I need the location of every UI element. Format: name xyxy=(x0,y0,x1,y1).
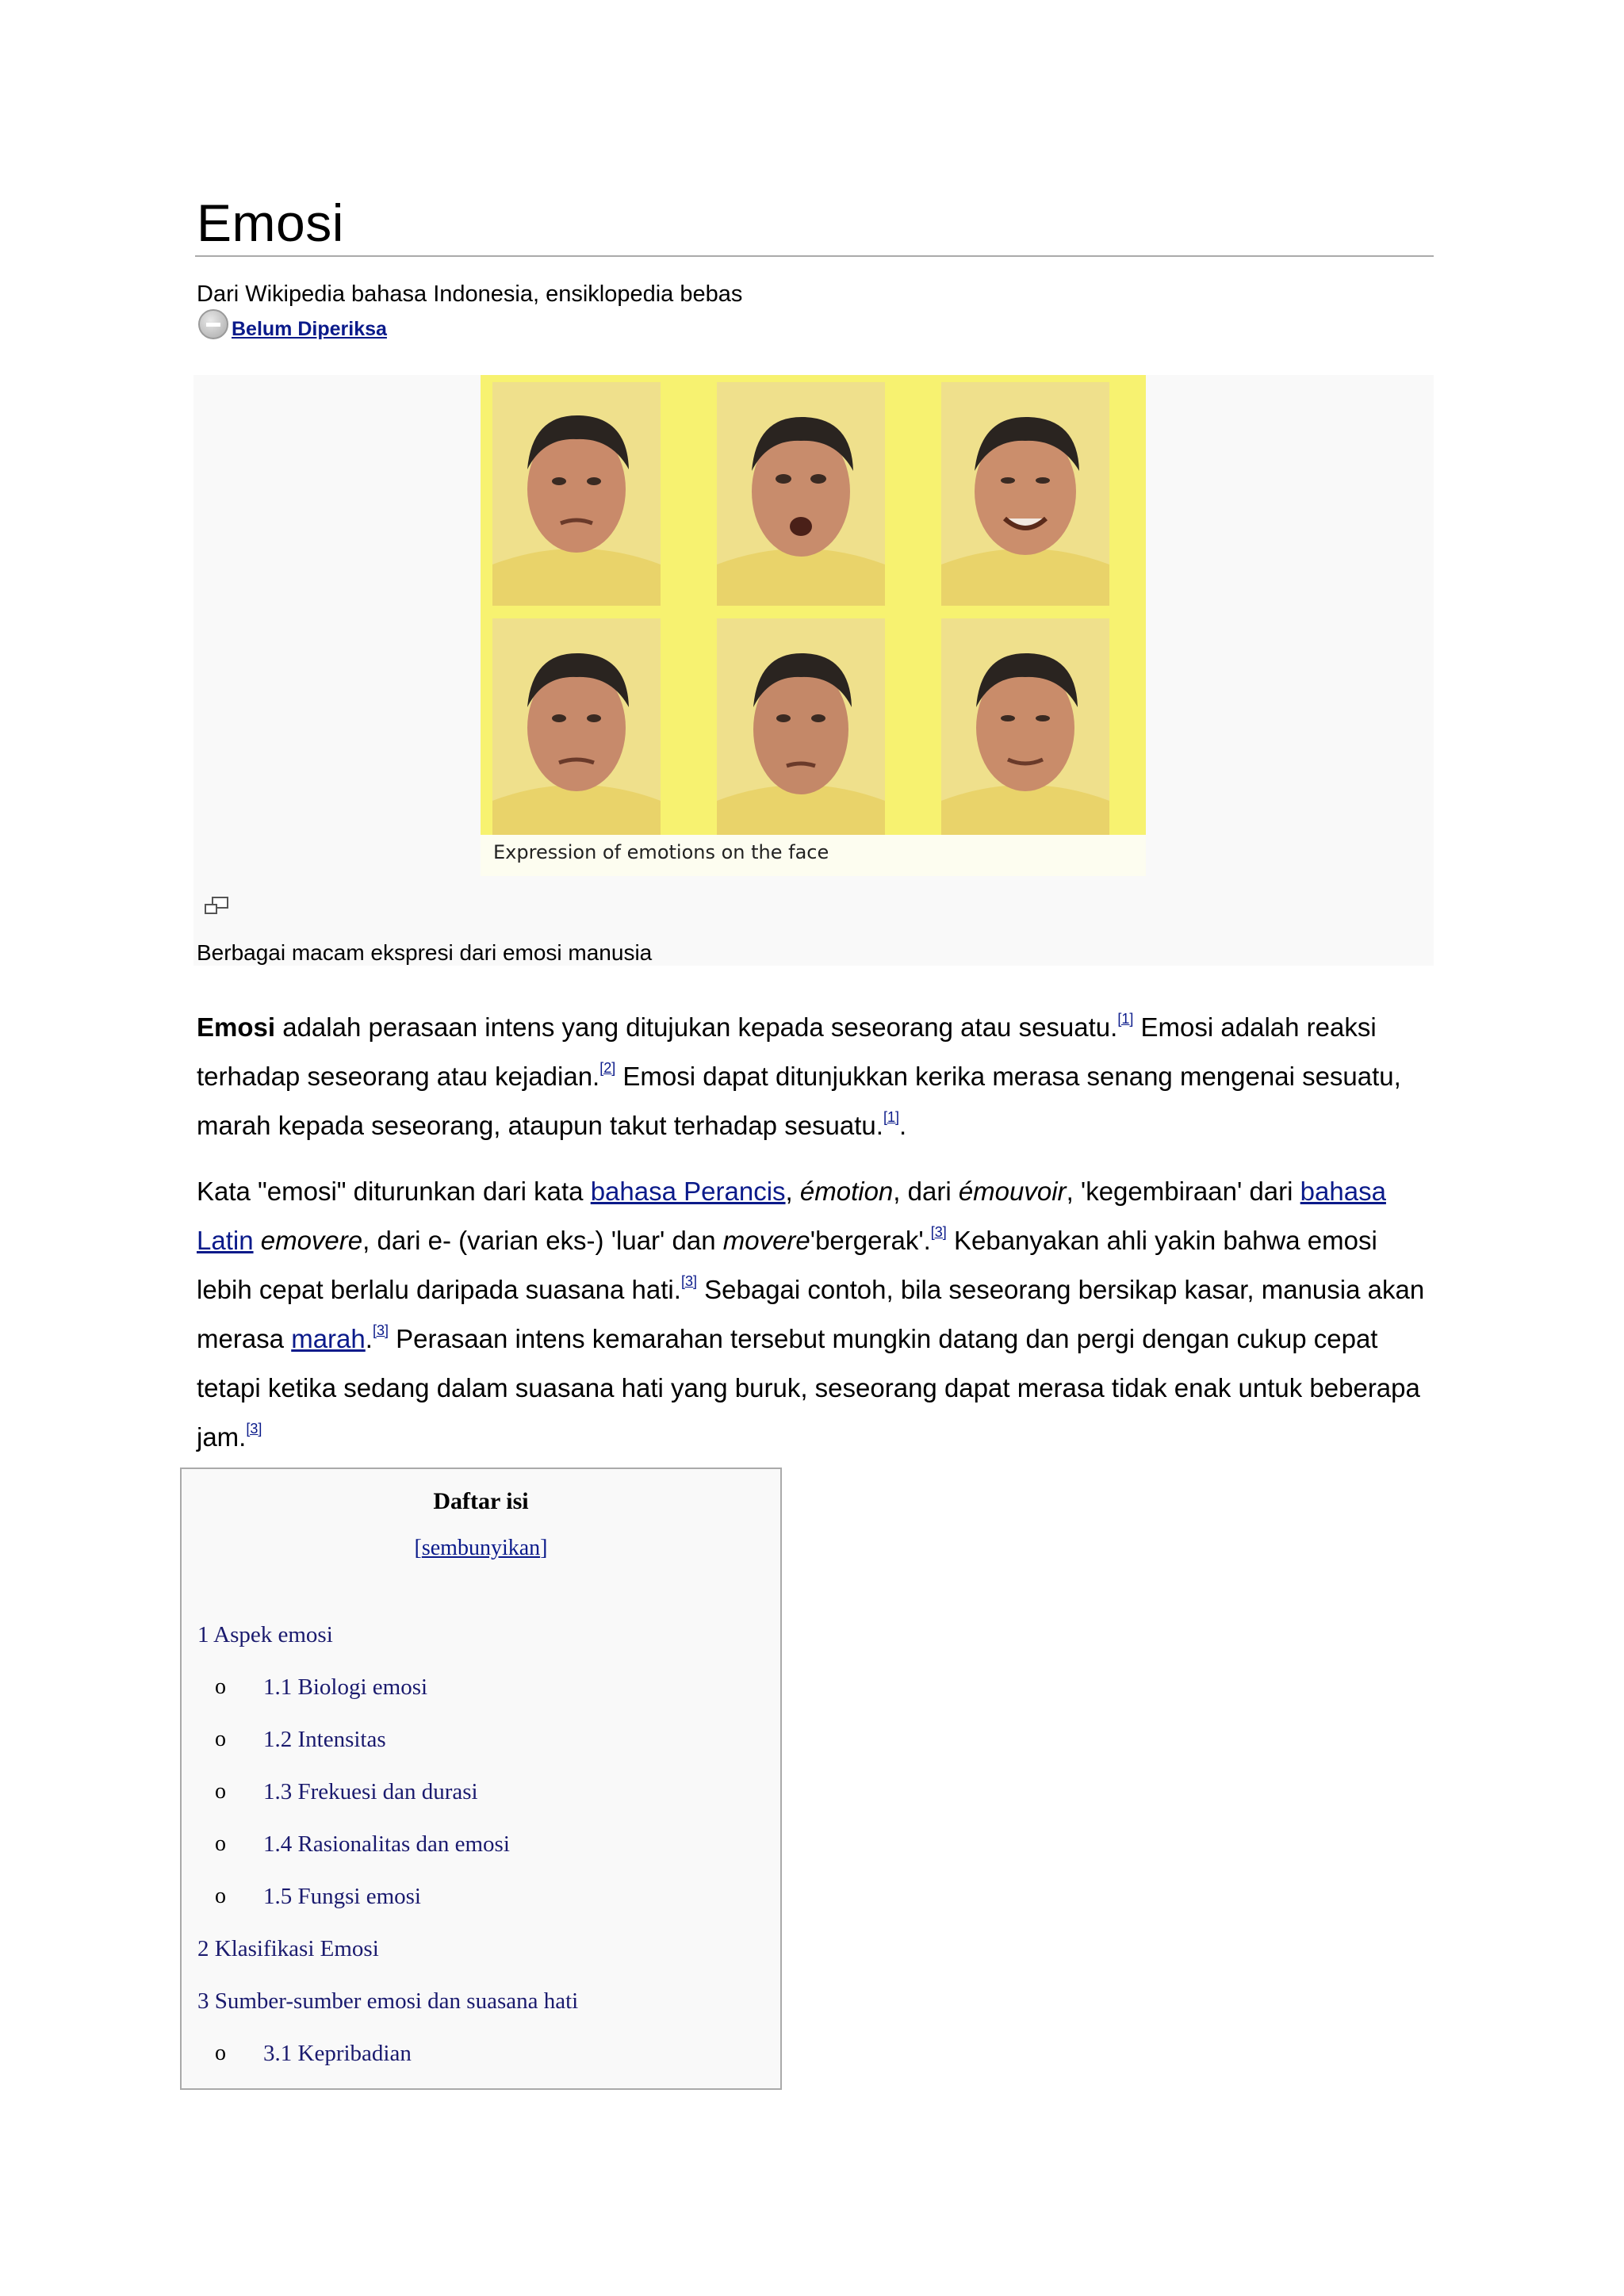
magnify-clip-icon[interactable] xyxy=(203,896,230,918)
face-photo xyxy=(941,382,1109,606)
review-status xyxy=(198,309,387,339)
link-marah[interactable]: marah xyxy=(291,1324,366,1353)
reference-link[interactable]: [3] xyxy=(930,1224,947,1240)
toc-item[interactable]: 3.1 Kepribadian xyxy=(263,2041,412,2066)
toc-bullet: o xyxy=(215,1884,226,1908)
toc-bullet: o xyxy=(215,1674,226,1699)
paragraph-text: Sebagai contoh, bila seseorang bersikap kasar, manusia akan merasa xyxy=(197,1275,1425,1353)
italic-term: émouvoir xyxy=(958,1177,1067,1206)
paragraph-text: . xyxy=(365,1324,373,1353)
page-title: Emosi xyxy=(197,193,344,252)
paragraph-text: , dari xyxy=(893,1177,959,1206)
face-photo xyxy=(941,618,1109,842)
toc-bullet: o xyxy=(215,1831,226,1856)
toc-toggle xyxy=(182,1536,780,1561)
paragraph-text: . xyxy=(898,1111,907,1140)
toc-bullet: o xyxy=(215,1779,226,1804)
toc-item[interactable]: 1.2 Intensitas xyxy=(263,1727,386,1752)
toc-item[interactable]: 1.4 Rasionalitas dan emosi xyxy=(263,1831,510,1857)
italic-term: movere xyxy=(722,1226,810,1255)
photo-caption: Expression of emotions on the face xyxy=(493,841,829,863)
link-bahasa-perancis[interactable]: bahasa Perancis xyxy=(590,1177,786,1206)
paragraph-text: Emosi adalah reaksi terhadap seseorang atau kejadian. xyxy=(197,1012,1377,1091)
face-photo xyxy=(717,618,885,842)
face-photo xyxy=(492,618,661,842)
toc-item[interactable]: 1 Aspek emosi xyxy=(197,1622,333,1647)
paragraph-text: 'bergerak'. xyxy=(810,1226,931,1255)
intro-paragraph xyxy=(197,1003,1434,1150)
face-photo xyxy=(492,382,661,606)
paragraph-text: Emosi dapat ditunjukkan kerika merasa senang mengenai sesuatu, marah kepada seseorang, ataupun takut terhadap sesuatu. xyxy=(197,1062,1401,1140)
link-bahasa-latin[interactable]: bahasa Latin xyxy=(197,1177,1386,1255)
toc-bullet: o xyxy=(215,1727,226,1751)
reference-link[interactable]: [1] xyxy=(883,1109,899,1125)
bold-term: Emosi xyxy=(197,1012,276,1042)
review-status-link[interactable]: Belum Diperiksa xyxy=(232,318,387,340)
page-subtitle: Dari Wikipedia bahasa Indonesia, ensiklopedia bebas xyxy=(197,281,743,307)
face-photo xyxy=(717,382,885,606)
paragraph-text: Kata "emosi" diturunkan dari kata xyxy=(197,1177,591,1206)
figure-caption: Berbagai macam ekspresi dari emosi manusia xyxy=(197,940,653,965)
italic-term: émotion xyxy=(799,1177,894,1206)
italic-term: emovere xyxy=(260,1226,363,1255)
etymology-paragraph xyxy=(197,1167,1434,1462)
reference-link[interactable]: [3] xyxy=(246,1421,262,1437)
paragraph-text: Kebanyakan ahli yakin bahwa emosi lebih cepat berlalu daripada suasana hati. xyxy=(197,1226,1377,1304)
paragraph-text xyxy=(254,1226,261,1255)
reference-link[interactable]: [3] xyxy=(372,1322,389,1338)
toc-item[interactable]: 3 Sumber-sumber emosi dan suasana hati xyxy=(197,1988,579,2014)
paragraph-text: adalah perasaan intens yang ditujukan kepada seseorang atau sesuatu. xyxy=(275,1012,1118,1042)
reference-link[interactable]: [2] xyxy=(599,1060,616,1076)
toc-bullet: o xyxy=(215,2041,226,2065)
toc-item[interactable]: 1.1 Biologi emosi xyxy=(263,1674,428,1700)
toc-bracket: ] xyxy=(540,1536,548,1560)
toc-item[interactable]: 2 Klasifikasi Emosi xyxy=(197,1936,379,1961)
paragraph-text: , xyxy=(785,1177,800,1206)
paragraph-text: Perasaan intens kemarahan tersebut mungkin datang dan pergi dengan cukup cepat tetapi ketika sedang dalam suasana hati yang buruk, seseorang dapat merasa tidak enak untuk beberapa jam. xyxy=(197,1324,1420,1452)
toc-title: Daftar isi xyxy=(433,1488,529,1514)
unreviewed-icon xyxy=(198,309,228,339)
reference-link[interactable]: [1] xyxy=(1117,1011,1134,1027)
toc-hide-link[interactable]: sembunyikan xyxy=(421,1536,541,1560)
table-of-contents xyxy=(180,1468,782,2090)
toc-bracket: [ xyxy=(414,1536,422,1560)
paragraph-text: , dari e- (varian eks-) 'luar' dan xyxy=(362,1226,723,1255)
paragraph-text: , 'kegembiraan' dari xyxy=(1066,1177,1300,1206)
toc-item[interactable]: 1.3 Frekuesi dan durasi xyxy=(263,1779,478,1804)
reference-link[interactable]: [3] xyxy=(680,1273,697,1289)
toc-item[interactable]: 1.5 Fungsi emosi xyxy=(263,1884,421,1909)
title-divider xyxy=(195,255,1434,257)
